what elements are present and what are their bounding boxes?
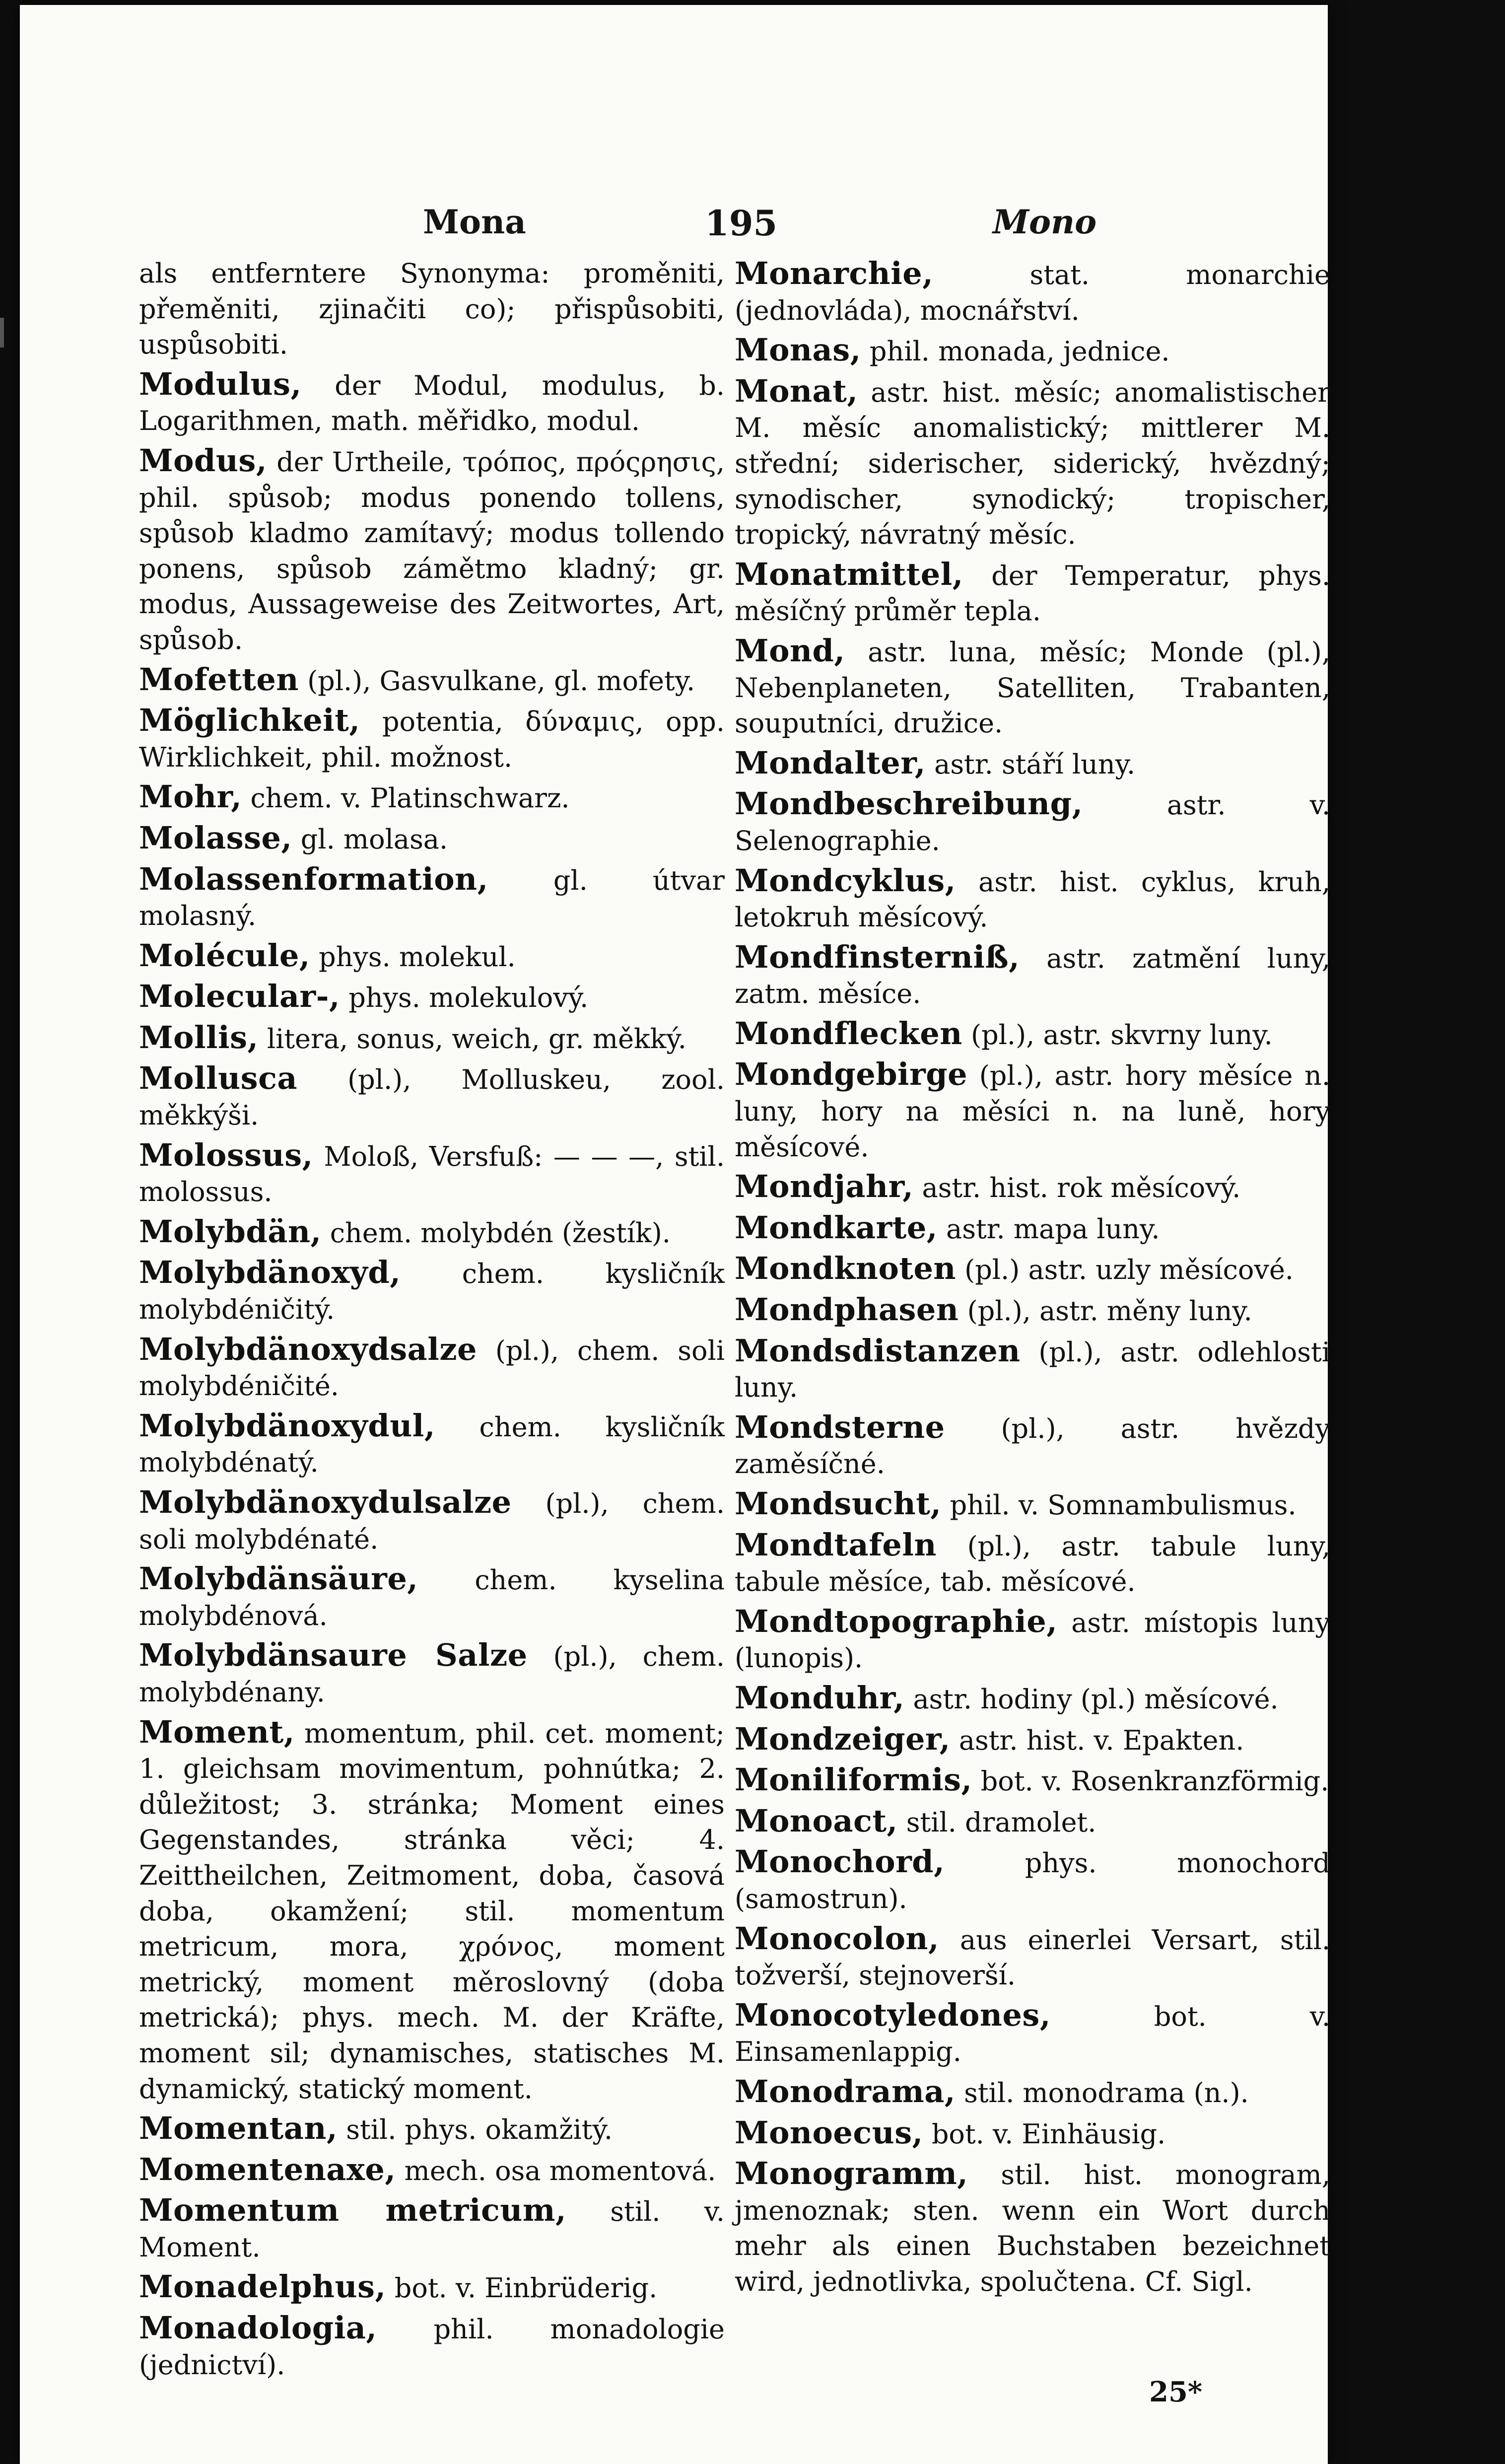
entry-headword: Monochord, bbox=[735, 1843, 945, 1880]
dictionary-entry bbox=[735, 2074, 1330, 2111]
entry-definition: stil. hist. monogram, jmenoznak; sten. wenn ein Wort durch mehr als einen Buchstaben bezeichnet wird, jednotlivka, spolučtena. Cf. Sigl. bbox=[735, 2159, 1330, 2297]
dictionary-entry bbox=[139, 1714, 725, 2107]
dictionary-entry bbox=[139, 443, 725, 658]
entry-definition: bot. v. Einbrüderig. bbox=[394, 2272, 658, 2304]
entry-headword: Mondcyklus, bbox=[735, 862, 956, 899]
dictionary-entry bbox=[735, 1844, 1330, 1916]
entry-headword: Moment, bbox=[139, 1713, 295, 1750]
dictionary-entry bbox=[735, 1056, 1330, 1165]
dictionary-entry bbox=[735, 786, 1330, 858]
entry-definition: stil. dramolet. bbox=[906, 1806, 1096, 1838]
entry-definition: (pl.), Molluskeu, zool. měkkýši. bbox=[139, 1064, 725, 1131]
entry-headword: Mondtopographie, bbox=[735, 1603, 1058, 1639]
entry-headword: Modulus, bbox=[139, 365, 302, 402]
dictionary-entry bbox=[735, 1680, 1330, 1717]
crop-mark bbox=[0, 318, 4, 348]
entry-headword: Molécule, bbox=[139, 937, 310, 974]
dictionary-entry bbox=[735, 1921, 1330, 1993]
entry-headword: Mondjahr, bbox=[735, 1168, 914, 1205]
dictionary-page bbox=[20, 5, 1331, 2464]
dictionary-entry bbox=[139, 2192, 725, 2265]
entry-headword: Monadologia, bbox=[139, 2310, 377, 2346]
dictionary-entry bbox=[139, 1214, 725, 1251]
entry-definition: chem. kysličník molybdéničitý. bbox=[139, 1258, 725, 1326]
entry-definition: (pl.), astr. hvězdy zaměsíčné. bbox=[735, 1412, 1330, 1480]
entry-headword: Mollusca bbox=[139, 1060, 297, 1097]
dictionary-entry bbox=[735, 1527, 1330, 1600]
dictionary-entry bbox=[139, 1255, 725, 1327]
entry-headword: Monas, bbox=[735, 332, 861, 368]
left-column bbox=[139, 256, 725, 2387]
header-left-keyword: Mona bbox=[423, 203, 526, 241]
dictionary-entry bbox=[735, 863, 1330, 935]
entry-headword: Molasse, bbox=[139, 819, 292, 856]
entry-headword: Modus, bbox=[139, 442, 267, 479]
entry-definition: chem. molybdén (žestík). bbox=[330, 1217, 671, 1249]
entry-definition: phys. molekulový. bbox=[348, 982, 589, 1014]
entry-definition: stil. v. Moment. bbox=[139, 2196, 725, 2263]
entry-headword: Monat, bbox=[735, 372, 858, 409]
entry-headword: Monatmittel, bbox=[735, 556, 963, 592]
entry-headword: Mondsucht, bbox=[735, 1485, 942, 1522]
entry-headword: Mondsdistanzen bbox=[735, 1332, 1021, 1369]
dictionary-entry bbox=[139, 779, 725, 816]
entry-headword: Momentum metricum, bbox=[139, 2192, 567, 2229]
entry-definition: astr. mapa luny. bbox=[946, 1213, 1160, 1245]
entry-definition: (pl.), astr. hory měsíce n. luny, hory na měsíci n. na luně, hory měsícové. bbox=[735, 1060, 1331, 1163]
entry-headword: Molybdänoxyd, bbox=[139, 1254, 401, 1291]
entry-definition: stil. phys. okamžitý. bbox=[346, 2114, 613, 2146]
entry-definition: (pl.), chem. soli molybdéničité. bbox=[139, 1335, 725, 1402]
dictionary-entry bbox=[735, 1604, 1330, 1676]
dictionary-entry bbox=[139, 1137, 725, 1210]
dictionary-entry bbox=[735, 1333, 1330, 1406]
dictionary-entry bbox=[139, 2269, 725, 2306]
entry-headword: Molecular-, bbox=[139, 978, 341, 1015]
dictionary-entry bbox=[735, 1251, 1330, 1288]
entry-headword: Molybdänoxydsalze bbox=[139, 1331, 477, 1367]
entry-headword: Moniliformis, bbox=[735, 1761, 972, 1798]
entry-headword: Molybdänoxydulsalze bbox=[139, 1484, 512, 1520]
entry-definition: astr. zatmění luny, zatm. měsíce. bbox=[735, 942, 1330, 1010]
entry-headword: Molassenformation, bbox=[139, 860, 488, 897]
entry-headword: Momentan, bbox=[139, 2110, 338, 2147]
entry-definition: der Modul, modulus, b. Logarithmen, math. měřidko, modul. bbox=[139, 369, 725, 437]
dictionary-entry bbox=[735, 1486, 1330, 1523]
header-right-keyword: Mono bbox=[993, 203, 1097, 241]
dictionary-entry bbox=[139, 1060, 725, 1133]
entry-definition: stat. monarchie (jednovláda), mocnářství. bbox=[735, 259, 1330, 326]
entry-definition: (pl.), astr. měny luny. bbox=[967, 1295, 1252, 1327]
entry-headword: Molybdän, bbox=[139, 1213, 322, 1250]
entry-headword: Molossus, bbox=[139, 1136, 313, 1173]
entry-headword: Molybdänsäure, bbox=[139, 1560, 418, 1597]
dictionary-entry bbox=[139, 2111, 725, 2148]
dictionary-entry bbox=[139, 662, 725, 699]
entry-definition: als entferntere Synonyma: proměniti, přeměniti, zjinačiti co); přispůsobiti, uspůsobiti. bbox=[139, 258, 725, 360]
entry-definition: (pl.), chem. molybdénany. bbox=[139, 1641, 725, 1708]
dictionary-entry bbox=[735, 2156, 1330, 2299]
entry-definition: phil. v. Somnambulismus. bbox=[950, 1489, 1297, 1521]
entry-definition: gl. molasa. bbox=[300, 823, 448, 855]
entry-headword: Mondsterne bbox=[735, 1408, 945, 1445]
entry-definition: astr. hist. měsíc; anomalistischer M. měsíc anomalistický; mittlerer M. střední; siderischer, siderický, hvězdný; synodischer, synodický; tropischer, tropický, návratný měsíc. bbox=[735, 376, 1330, 551]
entry-headword: Mondknoten bbox=[735, 1250, 956, 1287]
dictionary-entry bbox=[735, 939, 1330, 1012]
entry-headword: Mondflecken bbox=[735, 1015, 962, 1052]
entry-definition: gl. útvar molasný. bbox=[139, 864, 725, 932]
entry-headword: Mondtafeln bbox=[735, 1526, 937, 1563]
entry-definition: phil. monada, jednice. bbox=[869, 336, 1170, 367]
entry-definition: phil. monadologie (jednictví). bbox=[139, 2314, 725, 2381]
entry-headword: Monduhr, bbox=[735, 1679, 905, 1716]
dictionary-entry bbox=[735, 1803, 1330, 1840]
dictionary-entry bbox=[139, 938, 725, 975]
entry-definition: litera, sonus, weich, gr. měkký. bbox=[267, 1023, 686, 1055]
dictionary-entry bbox=[139, 1637, 725, 1710]
entry-definition: phys. monochord (samostrun). bbox=[735, 1847, 1330, 1914]
dictionary-entry bbox=[139, 1484, 725, 1557]
entry-headword: Monadelphus, bbox=[139, 2268, 386, 2305]
entry-headword: Mondfinsterniß, bbox=[735, 938, 1020, 975]
dictionary-entry bbox=[735, 1016, 1330, 1053]
dictionary-entry bbox=[735, 745, 1330, 782]
entry-headword: Mondbeschreibung, bbox=[735, 785, 1083, 822]
entry-definition: (pl.), astr. skvrny luny. bbox=[971, 1019, 1273, 1051]
entry-definition: astr. hist. v. Epakten. bbox=[958, 1724, 1244, 1756]
entry-definition: astr. hodiny (pl.) měsícové. bbox=[913, 1683, 1279, 1715]
entry-headword: Mofetten bbox=[139, 661, 299, 698]
entry-definition: (pl.), astr. tabule luny, tabule měsíce, tab. měsícové. bbox=[735, 1530, 1331, 1598]
entry-headword: Mondzeiger, bbox=[735, 1720, 951, 1757]
entry-definition: der Temperatur, phys. měsíčný průměr tepla. bbox=[735, 560, 1330, 627]
entry-definition: chem. kyselina molybdénová. bbox=[139, 1564, 725, 1631]
entry-definition: astr. hist. rok měsícový. bbox=[922, 1172, 1241, 1204]
dictionary-entry bbox=[735, 373, 1330, 553]
dictionary-entry bbox=[735, 1997, 1330, 2070]
entry-headword: Monarchie, bbox=[735, 255, 934, 291]
dictionary-entry bbox=[735, 1169, 1330, 1206]
page-number: 195 bbox=[705, 203, 778, 244]
entry-definition: momentum, phil. cet. moment; 1. gleichsam movimentum, pohnútka; 2. důležitost; 3. stránka; Moment eines Gegenstandes, stránka věci; 4. Zeittheilchen, Zeitmoment, doba, časová doba, okamžení; stil. momentum metricum, mora, χρόνος, moment metrický, moment měroslovný (doba metrická); phys. mech. M. der Kräfte, moment sil; dynamisches, statisches M. dynamický, statický moment. bbox=[139, 1717, 725, 2105]
entry-definition: (pl.) astr. uzly měsícové. bbox=[964, 1254, 1294, 1286]
right-column bbox=[735, 256, 1330, 2303]
entry-headword: Mond, bbox=[735, 632, 845, 669]
dictionary-entry bbox=[139, 1332, 725, 1404]
dictionary-entry bbox=[735, 1409, 1330, 1482]
entry-headword: Monoecus, bbox=[735, 2114, 923, 2151]
signature-mark: 25* bbox=[1149, 2376, 1203, 2408]
dictionary-entry bbox=[735, 1721, 1330, 1759]
dictionary-entry bbox=[139, 979, 725, 1016]
entry-definition: chem. kysličník molybdénatý. bbox=[139, 1411, 725, 1478]
entry-definition: Moloß, Versfuß: — — —, stil. molossus. bbox=[139, 1140, 725, 1208]
entry-definition: astr. místopis luny (lunopis). bbox=[735, 1607, 1330, 1674]
entry-definition: chem. v. Platinschwarz. bbox=[250, 782, 570, 814]
entry-headword: Möglichkeit, bbox=[139, 702, 360, 739]
entry-headword: Monodrama, bbox=[735, 2073, 956, 2110]
entry-headword: Mohr, bbox=[139, 778, 242, 815]
entry-headword: Mollis, bbox=[139, 1019, 259, 1056]
entry-definition: astr. luna, měsíc; Monde (pl.), Nebenplaneten, Satelliten, Trabanten, souputníci, družice. bbox=[735, 636, 1330, 739]
entry-definition: potentia, δύναμις, opp. Wirklichkeit, phil. možnost. bbox=[139, 706, 725, 773]
entry-headword: Monoact, bbox=[735, 1802, 898, 1839]
entry-definition: phys. molekul. bbox=[319, 941, 516, 973]
dictionary-entry bbox=[735, 1292, 1330, 1329]
dictionary-entry bbox=[735, 256, 1330, 328]
dictionary-entry bbox=[735, 1762, 1330, 1799]
entry-definition: bot. v. Rosenkranzförmig. bbox=[980, 1765, 1329, 1797]
dictionary-entry bbox=[139, 861, 725, 934]
dictionary-entry bbox=[735, 557, 1330, 629]
entry-definition: der Urtheile, τρόπος, πρόςρησις, phil. spůsob; modus ponendo tollens, spůsob kladmo zamítavý; modus tollendo ponens, spůsob zámětmo kladný; gr. modus, Aussageweise des Zeitwortes, Art, spůsob. bbox=[139, 446, 725, 655]
entry-headword: Monocotyledones, bbox=[735, 1996, 1051, 2033]
entry-definition: (pl.), Gasvulkane, gl. mofety. bbox=[307, 665, 695, 697]
entry-definition: astr. v. Selenographie. bbox=[735, 789, 1330, 856]
entry-headword: Monogramm, bbox=[735, 2155, 968, 2192]
dictionary-entry bbox=[735, 633, 1330, 741]
dictionary-entry bbox=[139, 1408, 725, 1480]
entry-definition: mech. osa momentová. bbox=[404, 2155, 716, 2186]
entry-definition: astr. hist. cyklus, kruh, letokruh měsícový. bbox=[735, 866, 1330, 933]
dictionary-entry bbox=[139, 703, 725, 775]
dictionary-entry bbox=[735, 1210, 1330, 1247]
entry-headword: Mondgebirge bbox=[735, 1056, 968, 1093]
dictionary-entry bbox=[735, 332, 1330, 369]
entry-headword: Mondphasen bbox=[735, 1291, 959, 1328]
entry-headword: Mondalter, bbox=[735, 744, 926, 781]
dictionary-entry bbox=[139, 820, 725, 857]
entry-headword: Mondkarte, bbox=[735, 1209, 938, 1246]
entry-headword: Momentenaxe, bbox=[139, 2151, 396, 2187]
entry-definition: (pl.), chem. soli molybdénaté. bbox=[139, 1488, 725, 1555]
entry-definition: aus einerlei Versart, stil. tožverší, stejnoverší. bbox=[735, 1924, 1330, 1991]
dictionary-entry bbox=[139, 256, 725, 362]
entry-definition: bot. v. Einsamenlappig. bbox=[735, 2000, 1331, 2068]
dictionary-entry bbox=[139, 2310, 725, 2383]
entry-definition: bot. v. Einhäusig. bbox=[931, 2118, 1166, 2150]
entry-definition: (pl.), astr. odlehlosti luny. bbox=[735, 1336, 1330, 1404]
entry-definition: stil. monodrama (n.). bbox=[964, 2077, 1249, 2109]
entry-definition: astr. stáří luny. bbox=[934, 748, 1136, 780]
entry-headword: Monocolon, bbox=[735, 1920, 940, 1957]
dictionary-entry bbox=[139, 2152, 725, 2189]
dictionary-entry bbox=[735, 2115, 1330, 2152]
running-header bbox=[20, 203, 1328, 242]
entry-headword: Molybdänoxydul, bbox=[139, 1407, 435, 1444]
dictionary-entry bbox=[139, 1561, 725, 1633]
dictionary-entry bbox=[139, 366, 725, 439]
entry-headword: Molybdänsaure Salze bbox=[139, 1637, 528, 1674]
dictionary-entry bbox=[139, 1020, 725, 1057]
